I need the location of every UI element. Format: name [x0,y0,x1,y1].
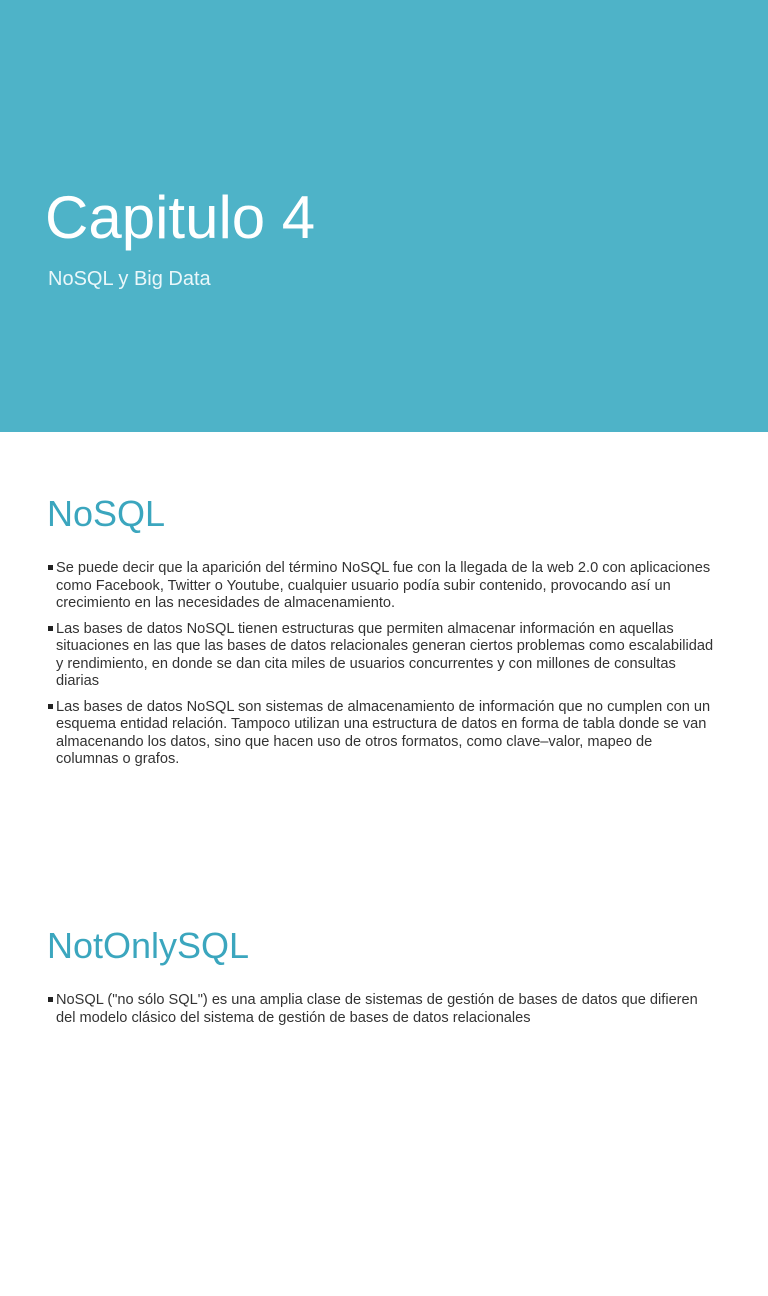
bullet-item [48,621,718,691]
bullet-list [48,560,718,777]
slide-subtitle: NoSQL y Big Data [48,268,211,290]
bullet-item [48,992,718,1027]
square-bullet-icon [48,626,53,631]
title-slide [0,0,768,432]
slide-title: Capitulo 4 [45,184,316,251]
slide-nosql [0,432,768,864]
square-bullet-icon [48,997,53,1002]
bullet-text: Las bases de datos NoSQL son sistemas de almacenamiento de información que no cumplen con un esquema entidad relación. Tampoco utilizan una estructura de datos en forma de tabla donde se van almacenando los datos, sino que hacen uso de otros formatos, como clave–valor, mapeo de columnas o grafos. [56,698,711,767]
square-bullet-icon [48,704,53,709]
bullet-text: Las bases de datos NoSQL tienen estructuras que permiten almacenar información en aquellas situaciones en las que las bases de datos relacionales generan ciertos problemas como escalabilidad y rendimiento, en donde se dan cita miles de usuarios concurrentes y con millones de consultas diarias [56,620,714,689]
bullet-text: NoSQL ("no sólo SQL") es una amplia clase de sistemas de gestión de bases de datos que difieren del modelo clásico del sistema de gestión de bases de datos relacionales [56,992,698,1026]
slide-heading: NotOnlySQL [47,925,250,966]
slide-heading: NoSQL [47,493,166,534]
bullet-text: Se puede decir que la aparición del término NoSQL fue con la llegada de la web 2.0 con aplicaciones como Facebook, Twitter o Youtube, cualquier usuario podía subir contenido, provocando así un crecimiento en las necesidades de almacenamiento. [56,560,711,611]
bullet-list [48,992,718,1035]
square-bullet-icon [48,565,53,570]
bullet-item [48,560,718,613]
slide-notonlysql [0,864,768,1296]
bullet-item [48,699,718,769]
